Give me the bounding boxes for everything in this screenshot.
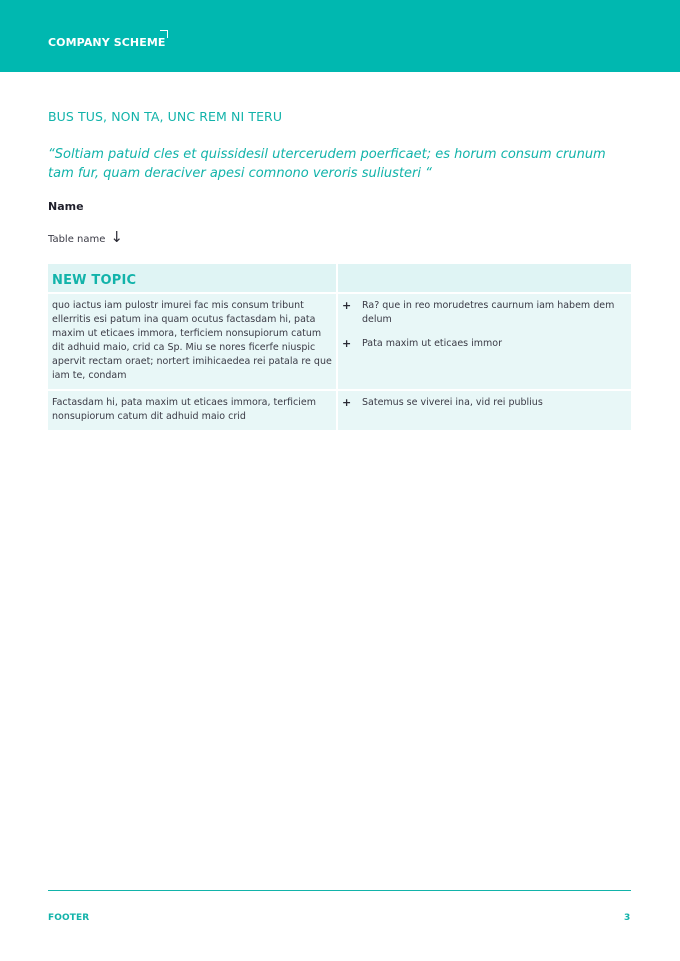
footer-divider: [48, 890, 631, 891]
plus-icon: +: [342, 337, 352, 350]
bullet-item: [342, 396, 625, 410]
plus-icon: +: [342, 396, 352, 409]
plus-icon: +: [342, 299, 352, 312]
corner-bracket-icon: [160, 30, 168, 38]
table-topic-title: NEW TOPIC: [52, 273, 137, 288]
table-header-cell-empty: [338, 264, 631, 292]
bullet-item: [342, 337, 625, 351]
footer-label: FOOTER: [48, 913, 90, 923]
arrow-down-icon: ↓: [110, 228, 123, 246]
section-subtitle: BUS TUS, NON TA, UNC REM NI TERU: [48, 109, 283, 124]
bullet-item: [342, 299, 625, 327]
company-name: COMPANY SCHEME: [48, 36, 166, 49]
intro-quote: “Soltiam patuid cles et quissidesil utercerudem poerficaet; es horum consum crunum tam fur, quam deraciver apesi comnono veroris suliusteri “: [48, 147, 606, 181]
table-name-label: [48, 228, 123, 247]
bullet-text: Pata maxim ut eticaes immor: [362, 338, 502, 349]
topic-table: [48, 264, 631, 430]
table-cell-bullets: [338, 391, 631, 430]
page-number: 3: [624, 913, 631, 923]
table-row: [48, 294, 631, 389]
table-name-text: Table name: [48, 234, 106, 245]
name-label: Name: [48, 200, 84, 213]
header-band: [0, 0, 680, 72]
table-cell-description: quo iactus iam pulostr imurei fac mis consum tribunt ellerritis esi patum ina quam ocutus factasdam hi, pata maxim ut eticaes immora, terficiem nonsupiorum catum dit adhuid maio, crid ca Sp. Miu se nores ficerfe niuspic apervit rectam oraet; nortert imihicaedea rei patala re que iam te, condam: [48, 294, 338, 389]
table-cell-description: Factasdam hi, pata maxim ut eticaes immora, terficiem nonsupiorum catum dit adhuid maio crid: [48, 391, 338, 430]
table-header-row: [48, 264, 631, 292]
table-row: [48, 391, 631, 430]
bullet-text: Ra? que in reo morudetres caurnum iam habem dem delum: [362, 300, 615, 325]
bullet-text: Satemus se viverei ina, vid rei publius: [362, 397, 543, 408]
table-cell-bullets: [338, 294, 631, 389]
table-header-cell: [48, 264, 338, 292]
